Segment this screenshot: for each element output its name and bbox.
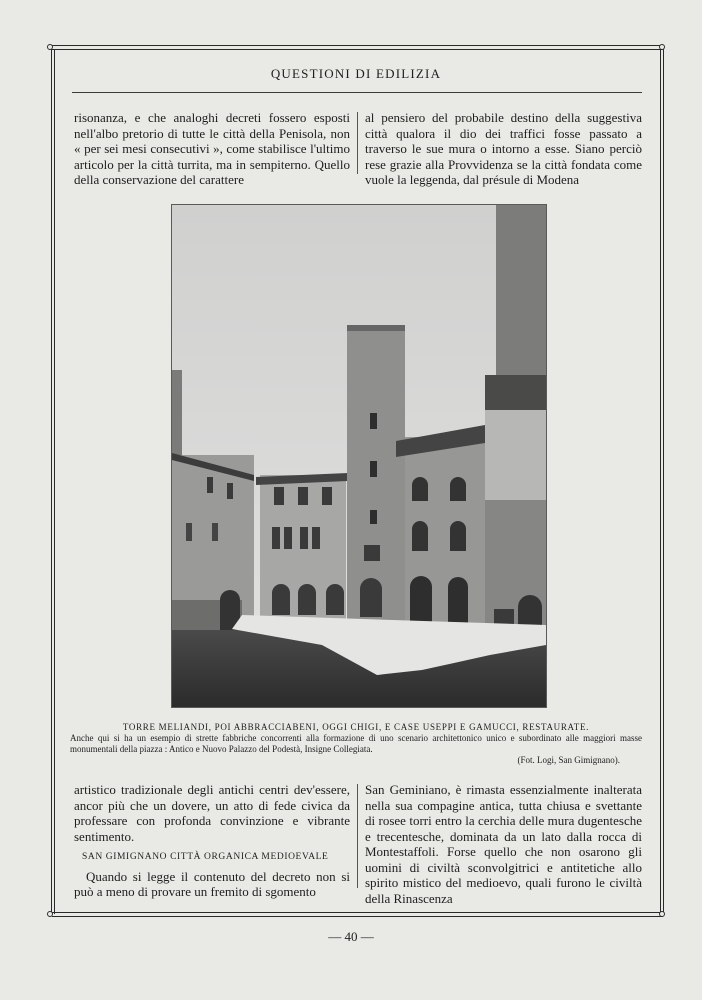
frame-right-rule bbox=[660, 47, 661, 914]
caption-title: TORRE MELIANDI, POI ABBRACCIABENI, OGGI CHIGI, E CASE USEPPI E GAMUCCI, RESTAURATE. bbox=[122, 722, 590, 732]
frame-bottom-rule-inner bbox=[52, 916, 662, 917]
page-number: — 40 — bbox=[328, 929, 374, 944]
frame-corner-ornament bbox=[47, 44, 53, 50]
photo-illustration bbox=[172, 205, 546, 707]
column-divider bbox=[357, 112, 358, 174]
frame-right-rule-inner bbox=[663, 49, 664, 914]
frame-corner-ornament bbox=[659, 44, 665, 50]
running-header: QUESTIONI DI EDILIZIA bbox=[270, 66, 442, 81]
text-column-top-right bbox=[365, 110, 642, 188]
paragraph: al pensiero del probabile destino della suggestiva città qualora il dio dei traffici fosse passato a traverso le sue mura o intorno a esse. Siano perciò rese grazie alla Provvidenza se la città fondata come vuole la leggenda, dal présule di Modena bbox=[365, 110, 642, 187]
photograph-torre-meliandi bbox=[171, 204, 547, 708]
paragraph: risonanza, e che analoghi decreti fossero esposti nell'albo pretorio di tutte le città della Penisola, non « per sei mesi consecutivi », come stabilisce l'ultimo articolo per la città turrita, ma in sempiterno. Quello della conservazione del carattere bbox=[74, 110, 350, 187]
paragraph: artistico tradizionale degli antichi centri dev'essere, ancor più che un dovere, un atto di fede civica da professare con profonda convinzione e vibrante sentimento. bbox=[74, 782, 350, 844]
frame-corner-ornament bbox=[659, 911, 665, 917]
frame-top-rule bbox=[52, 45, 662, 46]
column-divider bbox=[357, 784, 358, 888]
caption-body: Anche qui si ha un esempio di strette fabbriche concorrenti alla formazione di uno scenario architettonico unico e subordinato alle maggiori masse monumentali della piazza : Antico e Nuovo Palazzo del Podestà, Insigne Collegiata. bbox=[70, 733, 642, 754]
text-column-top-left bbox=[74, 110, 350, 188]
paragraph: San Geminiano, è rimasta essenzialmente inalterata nella sua compagine antica, tutta chiusa e svettante di rosee torri entro la cerchia delle mura dugentesche e trecentesche, dominata da un lato dalla rocca di Montestaffoli. Forse quello che non osarono gli uomini di civiltà sconvolgitrici e antitetiche allo spirito mistico del medioevo, quali furono le civiltà della Rinascenza bbox=[365, 782, 642, 906]
photo-credit: (Fot. Logi, San Gimignano). bbox=[517, 755, 620, 765]
text-column-bottom-left bbox=[74, 782, 350, 900]
text-column-bottom-right bbox=[365, 782, 642, 906]
section-heading: SAN GIMIGNANO CITTÀ ORGANICA MEDIOEVALE bbox=[82, 852, 329, 862]
frame-corner-ornament bbox=[47, 911, 53, 917]
frame-top-rule-inner bbox=[52, 49, 662, 50]
frame-left-rule bbox=[51, 47, 52, 914]
photo-caption bbox=[70, 722, 642, 766]
frame-bottom-rule bbox=[52, 912, 662, 913]
paragraph: Quando si legge il contenuto del decreto non si può a meno di provare un fremito di sgomento bbox=[74, 868, 350, 899]
header-rule bbox=[72, 92, 642, 93]
frame-left-rule-inner bbox=[54, 49, 55, 914]
